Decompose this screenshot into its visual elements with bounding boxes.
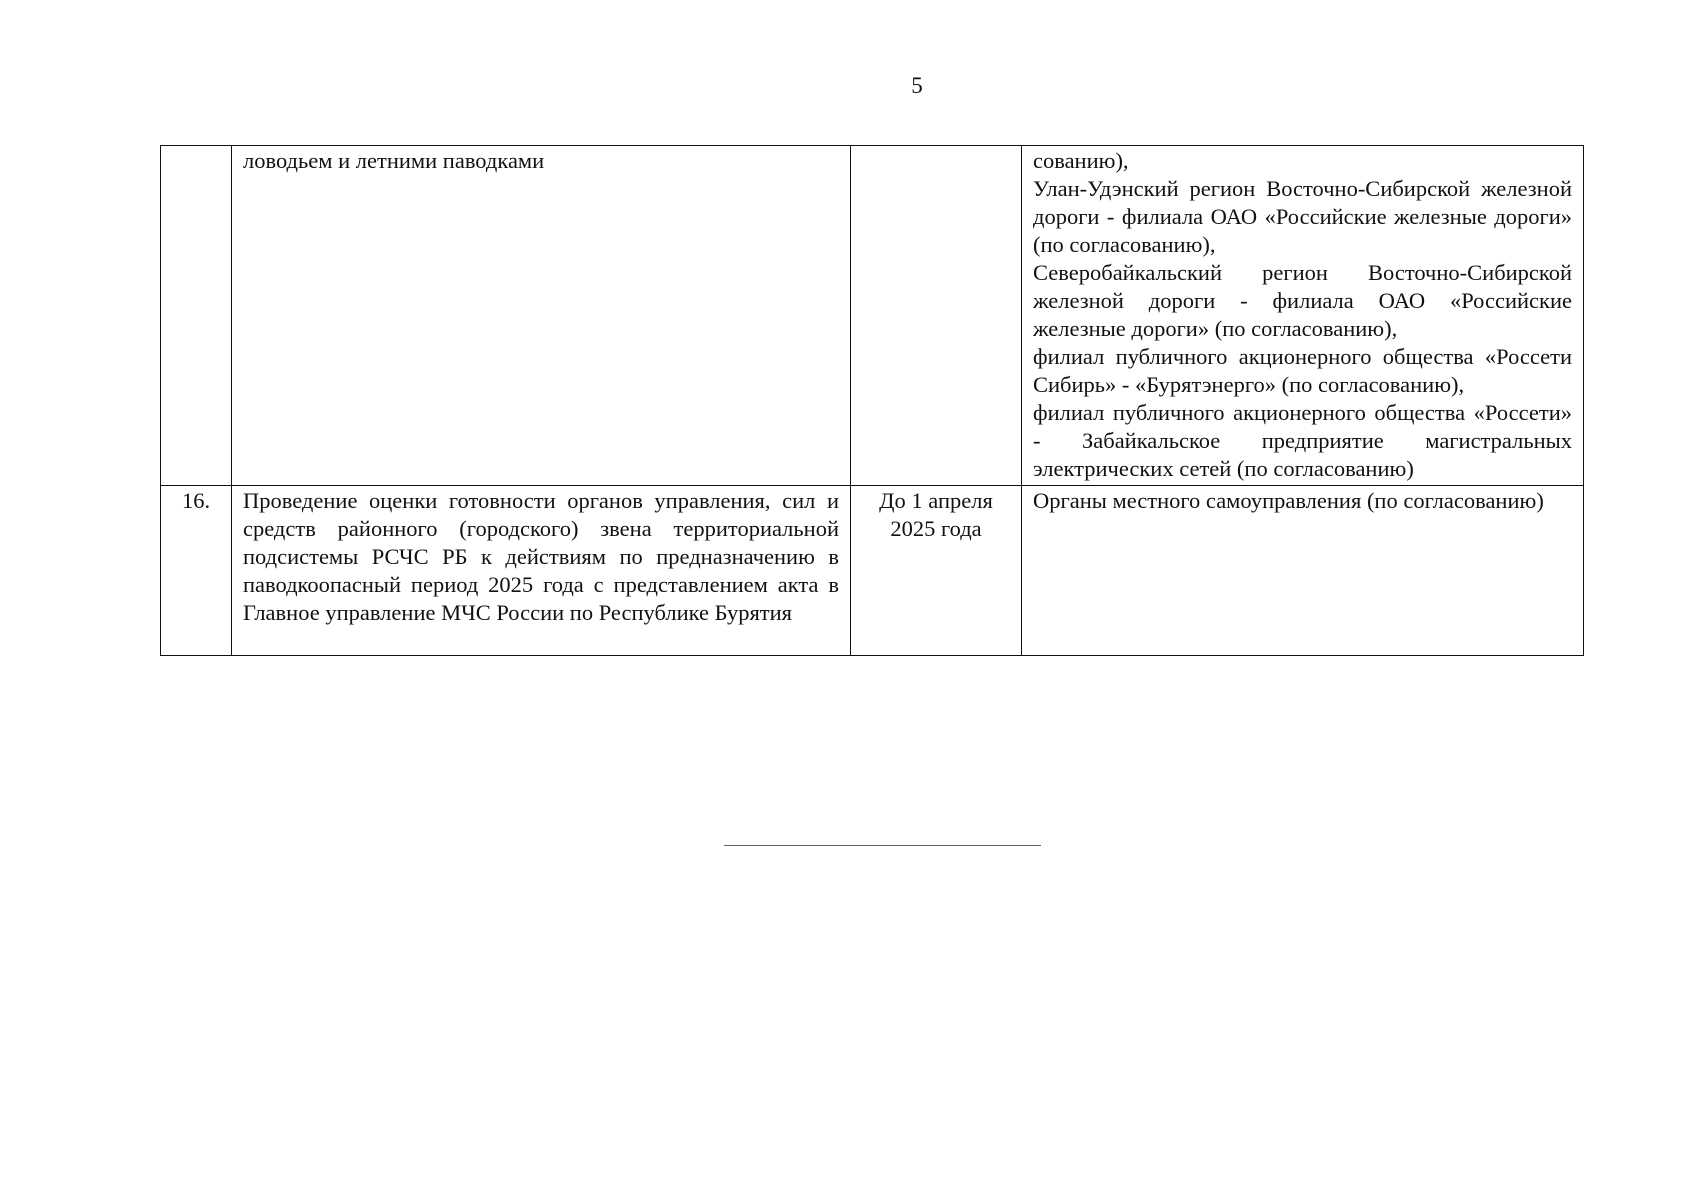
deadline-cell: До 1 апреля 2025 года <box>851 486 1022 656</box>
action-cell: ловодьем и летними паводками <box>232 146 851 486</box>
responsible-cell <box>1022 146 1584 486</box>
end-of-document-rule <box>724 845 1041 846</box>
responsible-paragraph: филиал публичного акционерного общества «Россети Сибирь» - «Бурятэнерго» (по согласованию), <box>1033 344 1572 397</box>
deadline-cell <box>851 146 1022 486</box>
page-number: 5 <box>911 73 923 98</box>
row-number-cell: 16. <box>161 486 232 656</box>
responsible-paragraph: Улан-Удэнский регион Восточно-Сибирской железной дороги - филиала ОАО «Российские железные дороги» (по согласованию), <box>1033 176 1572 257</box>
responsible-paragraph: Северобайкальский регион Восточно-Сибирской железной дороги - филиала ОАО «Российские железные дороги» (по согласованию), <box>1033 260 1572 341</box>
table-row <box>161 486 1584 656</box>
measures-table <box>160 145 1584 656</box>
responsible-paragraph: филиал публичного акционерного общества «Россети» - Забайкальское предприятие магистральных электрических сетей (по согласованию) <box>1033 400 1572 481</box>
table-row <box>161 146 1584 486</box>
responsible-cell <box>1022 486 1584 656</box>
responsible-paragraph: Органы местного самоуправления (по согласованию) <box>1033 488 1544 513</box>
row-number-cell <box>161 146 232 486</box>
responsible-paragraph: сованию), <box>1033 148 1129 173</box>
action-cell: Проведение оценки готовности органов управления, сил и средств районного (городского) звена территориальной подсистемы РСЧС РБ к действиям по предназначению в паводкоопасный период 2025 года с представлением акта в Главное управление МЧС России по Республике Бурятия <box>232 486 851 656</box>
